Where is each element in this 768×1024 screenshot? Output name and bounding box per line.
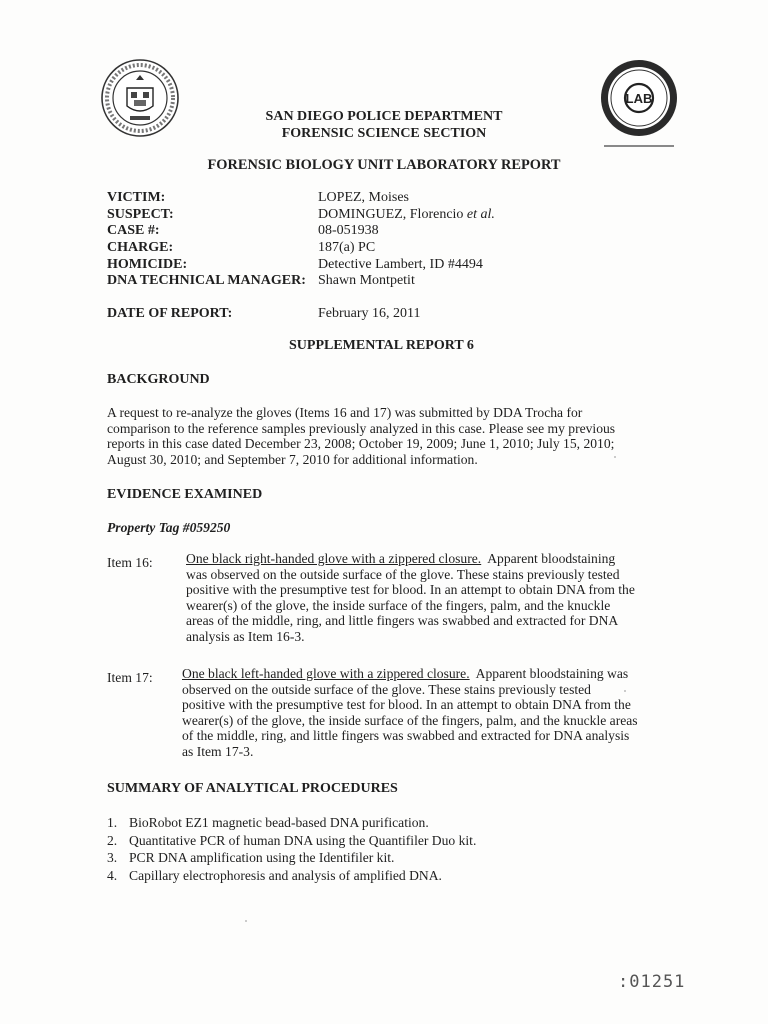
item-16-line: areas of the middle, ring, and little fingers was swabbed and extracted for DNA xyxy=(186,613,619,628)
summary-heading: SUMMARY OF ANALYTICAL PROCEDURES xyxy=(107,781,398,796)
report-title: FORENSIC BIOLOGY UNIT LABORATORY REPORT xyxy=(207,157,561,173)
svg-text:LAB: LAB xyxy=(625,91,653,106)
item-16-label: Item 16: xyxy=(107,555,153,570)
item-17-title: One black left-handed glove with a zippered closure. xyxy=(182,666,470,681)
item-16-line: analysis as Item 16-3. xyxy=(186,628,305,644)
item-16-line: wearer(s) of the glove, the inside surface of the fingers, palm, and the knuckle xyxy=(186,597,611,613)
scan-speck xyxy=(624,690,626,692)
dna-manager-value: Shawn Montpetit xyxy=(318,273,415,288)
dna-manager-label: DNA TECHNICAL MANAGER: xyxy=(107,273,306,288)
background-line: August 30, 2010; and September 7, 2010 for additional information. xyxy=(107,451,478,467)
item-17-line: Apparent bloodstaining was xyxy=(469,666,629,681)
item-17-line: observed on the outside surface of the glove. These stains previously tested xyxy=(182,681,591,697)
item-16-line: positive with the presumptive test for blood. In an attempt to obtain DNA from the xyxy=(186,582,635,597)
suspect-suffix: et al. xyxy=(466,207,495,222)
suspect-value xyxy=(318,207,495,223)
item-16-title: One black right-handed glove with a zippered closure. xyxy=(186,551,482,566)
homicide-value: Detective Lambert, ID #4494 xyxy=(318,257,483,272)
suspect-name: DOMINGUEZ, Florencio xyxy=(318,207,464,222)
item-16-line: was observed on the outside surface of the glove. These stains previously tested xyxy=(186,566,620,582)
case-label: CASE #: xyxy=(107,223,160,238)
victim-label: VICTIM: xyxy=(107,190,166,205)
scan-speck xyxy=(245,920,247,922)
bates-stamp: :01251 xyxy=(618,972,686,992)
victim-value: LOPEZ, Moises xyxy=(318,190,409,205)
case-value: 08-051938 xyxy=(318,223,379,238)
department-name: SAN DIEGO POLICE DEPARTMENT xyxy=(265,109,503,124)
suspect-label: SUSPECT: xyxy=(107,207,174,222)
background-line: A request to re-analyze the gloves (Items 16 and 17) was submitted by DDA Trocha for xyxy=(107,405,583,420)
evidence-heading: EVIDENCE EXAMINED xyxy=(107,487,263,502)
homicide-label: HOMICIDE: xyxy=(107,257,188,272)
procedure-item: 1. BioRobot EZ1 magnetic bead-based DNA purification. xyxy=(107,815,429,830)
item-17-label: Item 17: xyxy=(107,670,153,685)
date-value: February 16, 2011 xyxy=(318,306,421,321)
background-heading: BACKGROUND xyxy=(107,372,210,387)
section-name: FORENSIC SCIENCE SECTION xyxy=(281,126,487,141)
item-16-line: Apparent bloodstaining xyxy=(481,551,616,566)
procedure-item: 3. PCR DNA amplification using the Identifiler kit. xyxy=(107,850,395,866)
procedure-item: 2. Quantitative PCR of human DNA using the Quantifiler Duo kit. xyxy=(107,832,477,848)
procedure-list xyxy=(107,814,627,884)
property-tag: Property Tag #059250 xyxy=(107,520,231,535)
date-label: DATE OF REPORT: xyxy=(107,306,233,321)
background-line: comparison to the reference samples previously analyzed in this case. Please see my previous xyxy=(107,420,616,436)
item-17-line: positive with the presumptive test for blood. In an attempt to obtain DNA from the xyxy=(182,697,631,712)
item-17-description xyxy=(182,666,672,759)
scan-speck xyxy=(614,456,616,458)
supplemental-report-number: SUPPLEMENTAL REPORT 6 xyxy=(289,338,474,353)
charge-value: 187(a) PC xyxy=(318,240,376,255)
item-17-line: as Item 17-3. xyxy=(182,743,254,759)
item-17-line: wearer(s) of the glove, the inside surface of the fingers, palm, and the knuckle areas xyxy=(182,712,638,728)
item-16-description xyxy=(186,551,666,644)
charge-label: CHARGE: xyxy=(107,240,174,255)
background-paragraph xyxy=(107,405,667,467)
item-17-line: of the middle, ring, and little fingers was swabbed and extracted for DNA analysis xyxy=(182,728,630,743)
background-line: reports in this case dated December 23, 2008; October 19, 2009; June 1, 2010; July 15, 2010; xyxy=(107,436,615,451)
procedure-item: 4. Capillary electrophoresis and analysis of amplified DNA. xyxy=(107,867,442,883)
